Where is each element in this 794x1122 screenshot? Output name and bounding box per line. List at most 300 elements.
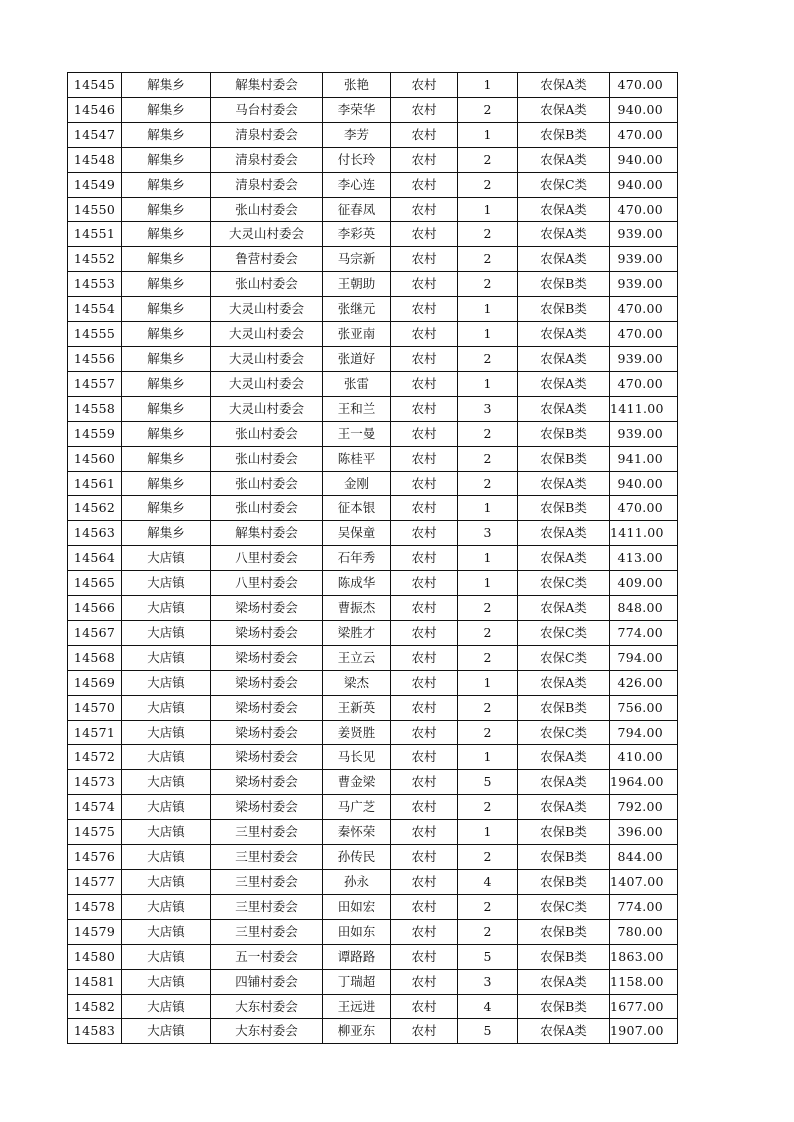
table-row bbox=[68, 770, 678, 795]
cell-name: 王朝助 bbox=[323, 272, 391, 297]
cell-township: 大店镇 bbox=[122, 571, 211, 596]
cell-name: 张雷 bbox=[323, 371, 391, 396]
cell-count: 1 bbox=[458, 571, 518, 596]
cell-category: 农保C类 bbox=[518, 571, 610, 596]
cell-category: 农保B类 bbox=[518, 272, 610, 297]
table-row bbox=[68, 371, 678, 396]
table-row bbox=[68, 795, 678, 820]
table-row bbox=[68, 820, 678, 845]
cell-amount: 756.00 bbox=[610, 695, 678, 720]
cell-id: 14566 bbox=[68, 596, 122, 621]
cell-category: 农保A类 bbox=[518, 745, 610, 770]
cell-area: 农村 bbox=[391, 496, 458, 521]
cell-id: 14546 bbox=[68, 97, 122, 122]
cell-name: 田如东 bbox=[323, 919, 391, 944]
cell-village: 解集村委会 bbox=[211, 73, 323, 98]
cell-amount: 396.00 bbox=[610, 820, 678, 845]
cell-id: 14576 bbox=[68, 845, 122, 870]
cell-township: 大店镇 bbox=[122, 695, 211, 720]
cell-area: 农村 bbox=[391, 247, 458, 272]
table-row bbox=[68, 944, 678, 969]
cell-category: 农保B类 bbox=[518, 496, 610, 521]
cell-name: 马广芝 bbox=[323, 795, 391, 820]
cell-id: 14575 bbox=[68, 820, 122, 845]
cell-amount: 470.00 bbox=[610, 73, 678, 98]
cell-id: 14551 bbox=[68, 222, 122, 247]
cell-name: 丁瑞超 bbox=[323, 969, 391, 994]
cell-count: 1 bbox=[458, 745, 518, 770]
cell-village: 梁场村委会 bbox=[211, 596, 323, 621]
cell-amount: 939.00 bbox=[610, 421, 678, 446]
cell-name: 李心连 bbox=[323, 172, 391, 197]
cell-village: 八里村委会 bbox=[211, 546, 323, 571]
cell-area: 农村 bbox=[391, 994, 458, 1019]
cell-area: 农村 bbox=[391, 720, 458, 745]
cell-id: 14561 bbox=[68, 471, 122, 496]
cell-amount: 470.00 bbox=[610, 122, 678, 147]
cell-village: 三里村委会 bbox=[211, 894, 323, 919]
cell-township: 大店镇 bbox=[122, 770, 211, 795]
cell-id: 14583 bbox=[68, 1019, 122, 1044]
cell-township: 大店镇 bbox=[122, 720, 211, 745]
cell-category: 农保A类 bbox=[518, 322, 610, 347]
cell-amount: 940.00 bbox=[610, 97, 678, 122]
cell-village: 梁场村委会 bbox=[211, 670, 323, 695]
cell-id: 14574 bbox=[68, 795, 122, 820]
cell-township: 大店镇 bbox=[122, 870, 211, 895]
table-row bbox=[68, 845, 678, 870]
table-row bbox=[68, 446, 678, 471]
cell-category: 农保A类 bbox=[518, 770, 610, 795]
cell-amount: 1158.00 bbox=[610, 969, 678, 994]
cell-township: 解集乡 bbox=[122, 446, 211, 471]
cell-id: 14545 bbox=[68, 73, 122, 98]
cell-id: 14550 bbox=[68, 197, 122, 222]
cell-name: 姜贤胜 bbox=[323, 720, 391, 745]
cell-area: 农村 bbox=[391, 571, 458, 596]
cell-id: 14577 bbox=[68, 870, 122, 895]
cell-name: 张艳 bbox=[323, 73, 391, 98]
cell-category: 农保A类 bbox=[518, 596, 610, 621]
cell-village: 八里村委会 bbox=[211, 571, 323, 596]
cell-village: 梁场村委会 bbox=[211, 695, 323, 720]
cell-area: 农村 bbox=[391, 919, 458, 944]
table-row bbox=[68, 421, 678, 446]
cell-category: 农保C类 bbox=[518, 620, 610, 645]
cell-village: 三里村委会 bbox=[211, 870, 323, 895]
table-row bbox=[68, 969, 678, 994]
cell-township: 解集乡 bbox=[122, 73, 211, 98]
cell-area: 农村 bbox=[391, 894, 458, 919]
cell-category: 农保A类 bbox=[518, 222, 610, 247]
cell-township: 解集乡 bbox=[122, 197, 211, 222]
cell-id: 14578 bbox=[68, 894, 122, 919]
cell-area: 农村 bbox=[391, 147, 458, 172]
cell-count: 1 bbox=[458, 297, 518, 322]
cell-area: 农村 bbox=[391, 371, 458, 396]
cell-township: 大店镇 bbox=[122, 969, 211, 994]
cell-id: 14560 bbox=[68, 446, 122, 471]
cell-township: 解集乡 bbox=[122, 247, 211, 272]
cell-area: 农村 bbox=[391, 820, 458, 845]
cell-id: 14580 bbox=[68, 944, 122, 969]
cell-name: 王新英 bbox=[323, 695, 391, 720]
cell-township: 大店镇 bbox=[122, 546, 211, 571]
cell-id: 14552 bbox=[68, 247, 122, 272]
cell-village: 清泉村委会 bbox=[211, 172, 323, 197]
cell-amount: 939.00 bbox=[610, 222, 678, 247]
cell-amount: 1863.00 bbox=[610, 944, 678, 969]
table-row bbox=[68, 745, 678, 770]
cell-count: 3 bbox=[458, 396, 518, 421]
cell-id: 14548 bbox=[68, 147, 122, 172]
cell-category: 农保B类 bbox=[518, 994, 610, 1019]
cell-category: 农保A类 bbox=[518, 396, 610, 421]
cell-category: 农保A类 bbox=[518, 1019, 610, 1044]
cell-area: 农村 bbox=[391, 795, 458, 820]
cell-village: 三里村委会 bbox=[211, 845, 323, 870]
cell-id: 14567 bbox=[68, 620, 122, 645]
cell-category: 农保C类 bbox=[518, 894, 610, 919]
cell-count: 1 bbox=[458, 197, 518, 222]
records-table bbox=[67, 72, 678, 1044]
cell-village: 大灵山村委会 bbox=[211, 222, 323, 247]
cell-area: 农村 bbox=[391, 645, 458, 670]
cell-id: 14553 bbox=[68, 272, 122, 297]
cell-area: 农村 bbox=[391, 346, 458, 371]
cell-village: 梁场村委会 bbox=[211, 795, 323, 820]
cell-category: 农保B类 bbox=[518, 919, 610, 944]
cell-village: 梁场村委会 bbox=[211, 720, 323, 745]
cell-village: 三里村委会 bbox=[211, 919, 323, 944]
cell-category: 农保B类 bbox=[518, 122, 610, 147]
table-row bbox=[68, 247, 678, 272]
cell-count: 2 bbox=[458, 894, 518, 919]
cell-count: 2 bbox=[458, 222, 518, 247]
cell-amount: 792.00 bbox=[610, 795, 678, 820]
cell-amount: 426.00 bbox=[610, 670, 678, 695]
table-row bbox=[68, 720, 678, 745]
table-row bbox=[68, 620, 678, 645]
cell-village: 马台村委会 bbox=[211, 97, 323, 122]
cell-village: 四铺村委会 bbox=[211, 969, 323, 994]
cell-township: 解集乡 bbox=[122, 297, 211, 322]
cell-count: 2 bbox=[458, 346, 518, 371]
cell-amount: 1964.00 bbox=[610, 770, 678, 795]
cell-id: 14570 bbox=[68, 695, 122, 720]
cell-id: 14581 bbox=[68, 969, 122, 994]
cell-name: 李彩英 bbox=[323, 222, 391, 247]
table-row bbox=[68, 894, 678, 919]
table-row bbox=[68, 670, 678, 695]
table-row bbox=[68, 222, 678, 247]
cell-category: 农保B类 bbox=[518, 446, 610, 471]
cell-id: 14554 bbox=[68, 297, 122, 322]
cell-amount: 939.00 bbox=[610, 272, 678, 297]
cell-id: 14547 bbox=[68, 122, 122, 147]
cell-name: 张继元 bbox=[323, 297, 391, 322]
cell-township: 解集乡 bbox=[122, 521, 211, 546]
cell-amount: 470.00 bbox=[610, 197, 678, 222]
table-row bbox=[68, 172, 678, 197]
cell-count: 2 bbox=[458, 97, 518, 122]
table-row bbox=[68, 994, 678, 1019]
cell-category: 农保A类 bbox=[518, 471, 610, 496]
cell-area: 农村 bbox=[391, 222, 458, 247]
cell-township: 大店镇 bbox=[122, 994, 211, 1019]
cell-township: 大店镇 bbox=[122, 795, 211, 820]
cell-count: 2 bbox=[458, 795, 518, 820]
cell-amount: 848.00 bbox=[610, 596, 678, 621]
cell-amount: 940.00 bbox=[610, 471, 678, 496]
cell-area: 农村 bbox=[391, 546, 458, 571]
cell-count: 1 bbox=[458, 122, 518, 147]
cell-area: 农村 bbox=[391, 770, 458, 795]
cell-name: 陈桂平 bbox=[323, 446, 391, 471]
cell-category: 农保A类 bbox=[518, 247, 610, 272]
cell-name: 梁杰 bbox=[323, 670, 391, 695]
cell-count: 3 bbox=[458, 521, 518, 546]
cell-category: 农保C类 bbox=[518, 172, 610, 197]
cell-village: 梁场村委会 bbox=[211, 620, 323, 645]
cell-township: 大店镇 bbox=[122, 944, 211, 969]
cell-count: 2 bbox=[458, 919, 518, 944]
cell-amount: 470.00 bbox=[610, 322, 678, 347]
cell-township: 大店镇 bbox=[122, 919, 211, 944]
cell-count: 2 bbox=[458, 620, 518, 645]
cell-name: 柳亚东 bbox=[323, 1019, 391, 1044]
cell-count: 2 bbox=[458, 272, 518, 297]
cell-name: 曹振杰 bbox=[323, 596, 391, 621]
table-row bbox=[68, 496, 678, 521]
cell-category: 农保A类 bbox=[518, 546, 610, 571]
table-row bbox=[68, 870, 678, 895]
cell-township: 解集乡 bbox=[122, 496, 211, 521]
cell-category: 农保B类 bbox=[518, 695, 610, 720]
cell-id: 14549 bbox=[68, 172, 122, 197]
cell-township: 大店镇 bbox=[122, 894, 211, 919]
cell-area: 农村 bbox=[391, 471, 458, 496]
cell-id: 14582 bbox=[68, 994, 122, 1019]
cell-village: 张山村委会 bbox=[211, 197, 323, 222]
cell-category: 农保A类 bbox=[518, 969, 610, 994]
cell-name: 李荣华 bbox=[323, 97, 391, 122]
cell-name: 梁胜才 bbox=[323, 620, 391, 645]
cell-village: 梁场村委会 bbox=[211, 770, 323, 795]
cell-amount: 1411.00 bbox=[610, 521, 678, 546]
cell-village: 五一村委会 bbox=[211, 944, 323, 969]
table-row bbox=[68, 396, 678, 421]
cell-township: 解集乡 bbox=[122, 346, 211, 371]
cell-amount: 794.00 bbox=[610, 645, 678, 670]
table-row bbox=[68, 645, 678, 670]
cell-township: 解集乡 bbox=[122, 322, 211, 347]
cell-category: 农保A类 bbox=[518, 521, 610, 546]
cell-village: 大灵山村委会 bbox=[211, 322, 323, 347]
table-row bbox=[68, 122, 678, 147]
table-row bbox=[68, 322, 678, 347]
cell-amount: 939.00 bbox=[610, 247, 678, 272]
cell-amount: 940.00 bbox=[610, 147, 678, 172]
cell-name: 李芳 bbox=[323, 122, 391, 147]
records-body bbox=[68, 73, 678, 1044]
cell-category: 农保B类 bbox=[518, 297, 610, 322]
cell-name: 吴保童 bbox=[323, 521, 391, 546]
cell-amount: 1907.00 bbox=[610, 1019, 678, 1044]
cell-name: 孙传民 bbox=[323, 845, 391, 870]
cell-name: 孙永 bbox=[323, 870, 391, 895]
cell-village: 张山村委会 bbox=[211, 446, 323, 471]
cell-village: 张山村委会 bbox=[211, 272, 323, 297]
cell-village: 清泉村委会 bbox=[211, 147, 323, 172]
cell-category: 农保B类 bbox=[518, 870, 610, 895]
cell-count: 2 bbox=[458, 845, 518, 870]
cell-area: 农村 bbox=[391, 670, 458, 695]
cell-id: 14559 bbox=[68, 421, 122, 446]
cell-id: 14557 bbox=[68, 371, 122, 396]
cell-area: 农村 bbox=[391, 845, 458, 870]
cell-amount: 470.00 bbox=[610, 496, 678, 521]
table-row bbox=[68, 471, 678, 496]
cell-township: 解集乡 bbox=[122, 471, 211, 496]
cell-township: 解集乡 bbox=[122, 222, 211, 247]
cell-village: 大灵山村委会 bbox=[211, 371, 323, 396]
cell-area: 农村 bbox=[391, 297, 458, 322]
cell-amount: 774.00 bbox=[610, 620, 678, 645]
cell-amount: 940.00 bbox=[610, 172, 678, 197]
cell-amount: 941.00 bbox=[610, 446, 678, 471]
cell-count: 1 bbox=[458, 322, 518, 347]
cell-count: 2 bbox=[458, 147, 518, 172]
cell-area: 农村 bbox=[391, 122, 458, 147]
cell-name: 王远进 bbox=[323, 994, 391, 1019]
cell-area: 农村 bbox=[391, 197, 458, 222]
cell-category: 农保C类 bbox=[518, 720, 610, 745]
cell-name: 张亚南 bbox=[323, 322, 391, 347]
table-row bbox=[68, 197, 678, 222]
cell-area: 农村 bbox=[391, 322, 458, 347]
cell-area: 农村 bbox=[391, 421, 458, 446]
cell-township: 大店镇 bbox=[122, 596, 211, 621]
cell-village: 清泉村委会 bbox=[211, 122, 323, 147]
cell-name: 金刚 bbox=[323, 471, 391, 496]
cell-id: 14568 bbox=[68, 645, 122, 670]
table-row bbox=[68, 695, 678, 720]
cell-area: 农村 bbox=[391, 446, 458, 471]
table-row bbox=[68, 596, 678, 621]
cell-township: 大店镇 bbox=[122, 1019, 211, 1044]
cell-count: 2 bbox=[458, 471, 518, 496]
cell-area: 农村 bbox=[391, 97, 458, 122]
cell-township: 大店镇 bbox=[122, 645, 211, 670]
cell-category: 农保A类 bbox=[518, 73, 610, 98]
cell-village: 张山村委会 bbox=[211, 471, 323, 496]
cell-area: 农村 bbox=[391, 695, 458, 720]
cell-category: 农保A类 bbox=[518, 197, 610, 222]
table-row bbox=[68, 571, 678, 596]
cell-village: 张山村委会 bbox=[211, 421, 323, 446]
cell-township: 大店镇 bbox=[122, 620, 211, 645]
cell-area: 农村 bbox=[391, 1019, 458, 1044]
cell-area: 农村 bbox=[391, 172, 458, 197]
cell-amount: 774.00 bbox=[610, 894, 678, 919]
cell-area: 农村 bbox=[391, 870, 458, 895]
cell-category: 农保B类 bbox=[518, 421, 610, 446]
cell-name: 谭路路 bbox=[323, 944, 391, 969]
cell-count: 2 bbox=[458, 172, 518, 197]
table-row bbox=[68, 521, 678, 546]
cell-id: 14573 bbox=[68, 770, 122, 795]
table-row bbox=[68, 297, 678, 322]
cell-area: 农村 bbox=[391, 396, 458, 421]
cell-township: 解集乡 bbox=[122, 122, 211, 147]
cell-category: 农保B类 bbox=[518, 845, 610, 870]
cell-count: 2 bbox=[458, 596, 518, 621]
cell-name: 石年秀 bbox=[323, 546, 391, 571]
cell-id: 14563 bbox=[68, 521, 122, 546]
cell-township: 解集乡 bbox=[122, 371, 211, 396]
cell-count: 1 bbox=[458, 496, 518, 521]
cell-area: 农村 bbox=[391, 745, 458, 770]
cell-township: 大店镇 bbox=[122, 820, 211, 845]
cell-id: 14569 bbox=[68, 670, 122, 695]
table-row bbox=[68, 346, 678, 371]
cell-category: 农保C类 bbox=[518, 645, 610, 670]
table-row bbox=[68, 147, 678, 172]
cell-count: 4 bbox=[458, 994, 518, 1019]
cell-township: 大店镇 bbox=[122, 745, 211, 770]
cell-name: 田如宏 bbox=[323, 894, 391, 919]
cell-amount: 1411.00 bbox=[610, 396, 678, 421]
cell-name: 王和兰 bbox=[323, 396, 391, 421]
cell-id: 14579 bbox=[68, 919, 122, 944]
cell-area: 农村 bbox=[391, 620, 458, 645]
table-row bbox=[68, 97, 678, 122]
cell-amount: 1407.00 bbox=[610, 870, 678, 895]
cell-count: 2 bbox=[458, 695, 518, 720]
cell-village: 梁场村委会 bbox=[211, 745, 323, 770]
cell-village: 大灵山村委会 bbox=[211, 346, 323, 371]
cell-category: 农保B类 bbox=[518, 944, 610, 969]
cell-township: 大店镇 bbox=[122, 670, 211, 695]
cell-category: 农保A类 bbox=[518, 147, 610, 172]
cell-township: 解集乡 bbox=[122, 421, 211, 446]
cell-village: 大东村委会 bbox=[211, 1019, 323, 1044]
cell-count: 1 bbox=[458, 371, 518, 396]
cell-amount: 470.00 bbox=[610, 371, 678, 396]
cell-amount: 780.00 bbox=[610, 919, 678, 944]
cell-category: 农保A类 bbox=[518, 97, 610, 122]
cell-area: 农村 bbox=[391, 521, 458, 546]
cell-count: 2 bbox=[458, 446, 518, 471]
cell-id: 14562 bbox=[68, 496, 122, 521]
cell-name: 秦怀荣 bbox=[323, 820, 391, 845]
cell-count: 5 bbox=[458, 1019, 518, 1044]
table-row bbox=[68, 546, 678, 571]
cell-count: 1 bbox=[458, 546, 518, 571]
cell-village: 梁场村委会 bbox=[211, 645, 323, 670]
cell-name: 王一曼 bbox=[323, 421, 391, 446]
cell-category: 农保A类 bbox=[518, 371, 610, 396]
cell-category: 农保B类 bbox=[518, 820, 610, 845]
table-row bbox=[68, 919, 678, 944]
cell-count: 1 bbox=[458, 820, 518, 845]
cell-amount: 413.00 bbox=[610, 546, 678, 571]
cell-name: 马长见 bbox=[323, 745, 391, 770]
cell-id: 14572 bbox=[68, 745, 122, 770]
cell-village: 解集村委会 bbox=[211, 521, 323, 546]
cell-name: 陈成华 bbox=[323, 571, 391, 596]
